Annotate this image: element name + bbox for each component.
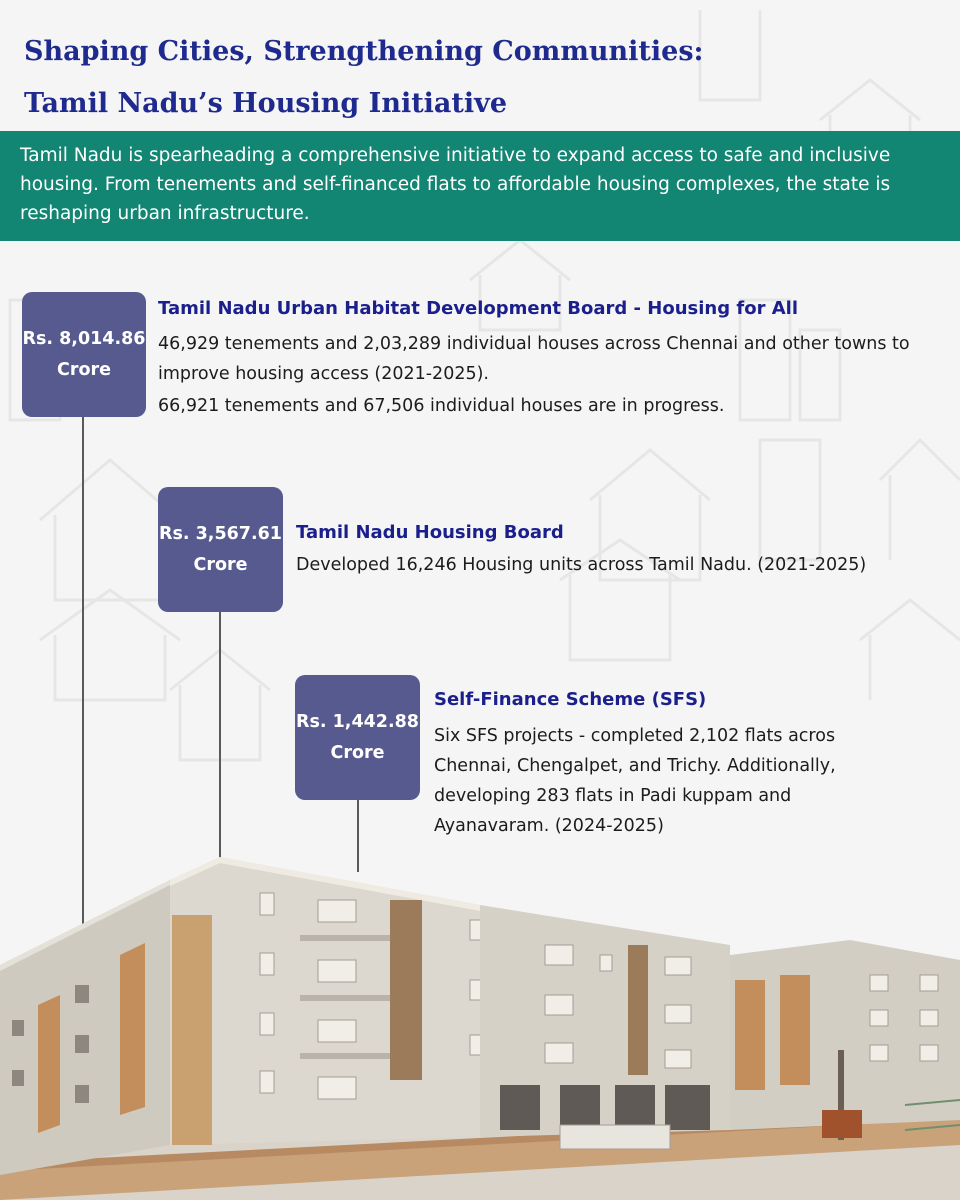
- apartment-building-image: [0, 845, 960, 1200]
- amount-box-tnhb: [158, 487, 283, 612]
- amount-box-sfs: [295, 675, 420, 800]
- item-text-tnhb: Developed 16,246 Housing units across Tamil Nadu. (2021-2025): [296, 555, 867, 575]
- item-text-sfs: Six SFS projects - completed 2,102 flats acros Chennai, Chengalpet, and Trichy. Additionally, developing 283 flats in Padi kuppam and Ayanavaram. (2024-2025): [434, 726, 836, 836]
- connector-line-2: [219, 612, 221, 862]
- item-text-tnuhdb-2: 66,921 tenements and 67,506 individual houses are in progress.: [158, 396, 725, 416]
- amount-value: Rs. 1,442.88: [296, 711, 419, 732]
- amount-unit: Crore: [193, 554, 248, 575]
- item-title-sfs: Self-Finance Scheme (SFS): [434, 689, 707, 710]
- title-line-1: Shaping Cities, Strengthening Communities:: [24, 36, 704, 67]
- item-title-tnhb: Tamil Nadu Housing Board: [296, 522, 564, 543]
- item-title-tnuhdb: Tamil Nadu Urban Habitat Development Board - Housing for All: [158, 298, 799, 319]
- amount-unit: Crore: [330, 742, 385, 763]
- amount-unit: Crore: [57, 359, 111, 380]
- intro-text: Tamil Nadu is spearheading a comprehensive initiative to expand access to safe and inclusive housing. From tenements and self-financed flats to affordable housing complexes, the state is reshaping urban infrastructure.: [20, 145, 891, 224]
- amount-value: Rs. 3,567.61: [159, 523, 282, 544]
- intro-banner: [0, 131, 960, 241]
- title-line-2: Tamil Nadu’s Housing Initiative: [24, 88, 508, 119]
- item-text-tnuhdb-1: 46,929 tenements and 2,03,289 individual houses across Chennai and other towns to improve housing access (2021-2025).: [158, 334, 910, 384]
- amount-value: Rs. 8,014.86: [22, 328, 146, 349]
- amount-box-tnuhdb: [22, 292, 146, 417]
- page-title: [24, 26, 704, 130]
